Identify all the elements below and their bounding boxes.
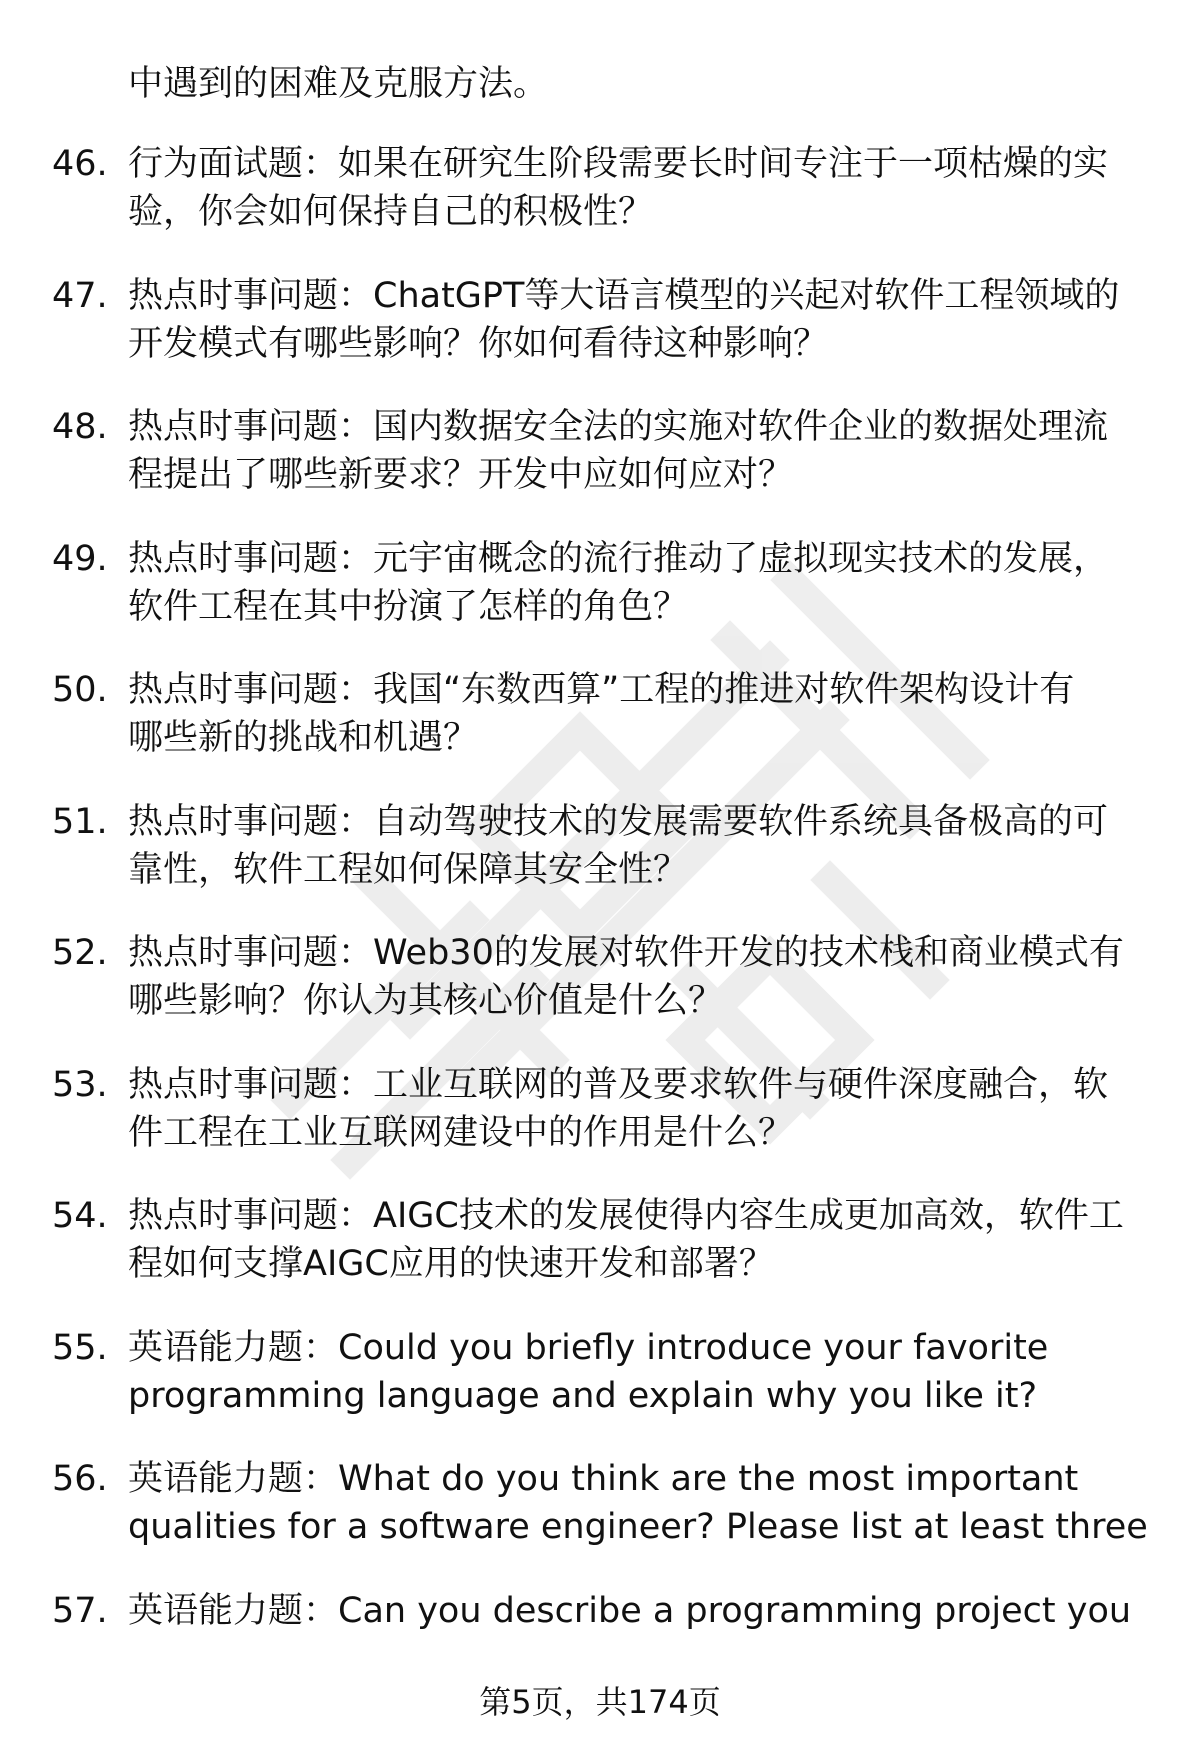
question-text-line: 热点时事问题：元宇宙概念的流行推动了虚拟现实技术的发展， [128,538,1109,579]
question-text-line: 程提出了哪些新要求？开发中应如何应对？ [128,455,794,495]
question-text-line: 热点时事问题：工业互联网的普及要求软件与硬件深度融合，软 [128,1064,1109,1105]
question-number: 48. [52,407,108,447]
question-number: 49. [52,538,108,579]
question-item [0,535,1200,667]
question-number: 53. [52,1064,108,1105]
question-text-line: programming language and explain why you like it? [128,1375,1038,1416]
question-item [0,798,1200,930]
question-number: 47. [52,275,108,316]
question-text-line: 热点时事问题：我国“东数西算”工程的推进对软件架构设计有 [128,670,1075,710]
question-text-line: 程如何支撑AIGC应用的快速开发和部署？ [128,1244,774,1284]
question-text-line: qualities for a software engineer? Please list at least three [128,1507,1148,1547]
question-item [0,140,1200,272]
question-text-line: 哪些影响？你认为其核心价值是什么？ [128,981,724,1021]
question-text-line: 热点时事问题：国内数据安全法的实施对软件企业的数据处理流 [128,407,1109,447]
continuation-line: 中遇到的困难及克服方法。 [128,64,549,104]
question-text-line: 英语能力题：Could you briefly introduce your favorite [128,1327,1049,1368]
question-text-line: 软件工程在其中扮演了怎样的角色？ [128,586,689,627]
question-number: 55. [52,1327,108,1368]
question-item [0,403,1200,535]
question-number: 56. [52,1459,108,1499]
question-number: 46. [52,144,108,184]
question-text-line: 靠性，软件工程如何保障其安全性？ [128,849,689,890]
question-text-line: 行为面试题：如果在研究生阶段需要长时间专注于一项枯燥的实 [128,144,1109,184]
question-list [0,140,1200,1718]
question-text-line: 热点时事问题：ChatGPT等大语言模型的兴起对软件工程领域的 [128,275,1120,316]
question-text-line: 件工程在工业互联网建设中的作用是什么？ [128,1112,794,1153]
question-text-line: 热点时事问题：Web30的发展对软件开发的技术栈和商业模式有 [128,933,1124,973]
question-text-line: 验，你会如何保持自己的积极性？ [128,192,654,232]
question-item [0,1192,1200,1324]
question-text-line: 哪些新的挑战和机遇？ [128,718,479,758]
question-number: 50. [52,670,108,710]
page-footer: 第5页，共174页 [479,1683,721,1721]
question-item [0,1455,1200,1587]
question-number: 52. [52,933,108,973]
question-item [0,1324,1200,1456]
question-number: 51. [52,801,108,842]
question-text-line: 英语能力题：Can you describe a programming project you [128,1590,1132,1631]
question-item [0,929,1200,1061]
question-text-line: 热点时事问题：自动驾驶技术的发展需要软件系统具备极高的可 [128,801,1109,842]
question-item [0,1061,1200,1193]
question-item [0,272,1200,404]
question-text-line: 热点时事问题：AIGC技术的发展使得内容生成更加高效，软件工 [128,1196,1124,1236]
question-item [0,666,1200,798]
question-text-line: 开发模式有哪些影响？你如何看待这种影响？ [128,323,829,364]
question-text-line: 英语能力题：What do you think are the most important [128,1459,1079,1499]
question-number: 57. [52,1590,108,1631]
question-number: 54. [52,1196,108,1236]
